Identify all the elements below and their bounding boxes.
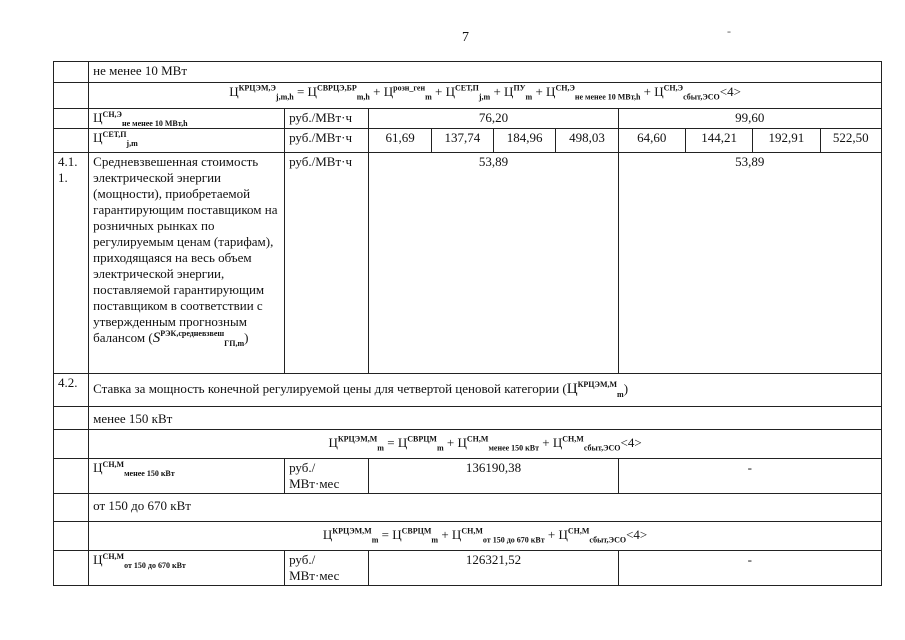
value-cell: - — [618, 459, 881, 494]
symbol-sn-e: $Ц^{СН,Э}_{не менее 10 МВт,h}$ — [89, 109, 285, 129]
row-number: 4.2. — [54, 374, 89, 407]
formula-krcem-m-670: $Ц^{КРЦЭМ,М}_m = Ц^{СВРЦМ}_m + Ц^{СН,М}_{от 150 до 670 кВт} + Ц^{СН,М}_{сбыт,ЭСО}<4>$ — [89, 522, 882, 551]
value-cell: 53,89 — [618, 153, 881, 374]
table-row — [54, 551, 882, 586]
table-row — [54, 430, 882, 459]
value-cell: 61,69 — [369, 129, 431, 153]
row-number: 4.1. 1. — [54, 153, 89, 374]
description-cell: Средневзвешенная стоимость электрической энергии (мощности), приобретаемой гарантирующим поставщиком на розничных рынках по регулируемым ценам (тарифам), приходящаяся на весь объем электрической энергии, поставляемой гарантирующим поставщиком в соответствии с утвержденным прогнозным балансом $(S^{РЭК,средневзвеш}_{ГП,m})$ — [89, 153, 285, 374]
value-cell: 498,03 — [556, 129, 618, 153]
table-row — [54, 522, 882, 551]
value-cell: 144,21 — [685, 129, 752, 153]
table-row — [54, 62, 882, 83]
symbol-sn-m-150: $Ц^{СН,М}_{менее 150 кВт}$ — [89, 459, 285, 494]
value-cell: 137,74 — [431, 129, 493, 153]
symbol-sn-m-670: $Ц^{СН,М}_{от 150 до 670 кВт}$ — [89, 551, 285, 586]
unit-cell: руб./МВт·ч — [285, 109, 369, 129]
tariff-table — [53, 61, 882, 586]
section-label-150: менее 150 кВт — [89, 407, 882, 430]
symbol-set-p: $Ц^{СЕТ,П}_{j,m}$ — [89, 129, 285, 153]
table-row — [54, 153, 882, 374]
value-cell: 99,60 — [618, 109, 881, 129]
table-row — [54, 459, 882, 494]
section-label-150-670: от 150 до 670 кВт — [89, 494, 882, 522]
unit-cell: руб./ МВт·мес — [285, 551, 369, 586]
unit-cell: руб./ МВт·мес — [285, 459, 369, 494]
value-cell: 192,91 — [753, 129, 820, 153]
table-row — [54, 407, 882, 430]
page-mark: - — [727, 24, 731, 38]
table-row — [54, 494, 882, 522]
table-row — [54, 109, 882, 129]
value-cell: 136190,38 — [369, 459, 618, 494]
unit-cell: руб./МВт·ч — [285, 129, 369, 153]
value-cell: 76,20 — [369, 109, 618, 129]
value-cell: 126321,52 — [369, 551, 618, 586]
unit-cell: руб./МВт·ч — [285, 153, 369, 374]
value-cell: 522,50 — [820, 129, 881, 153]
value-cell: 64,60 — [618, 129, 685, 153]
table-row — [54, 83, 882, 109]
formula-krcem-e: $Ц^{КРЦЭМ,Э}_{j,m,h} = Ц^{СВРЦЭ,БР}_{m,h} + Ц^{розн\_ген}_m + Ц^{СЕТ,П}_{j,m} + Ц^{ПУ}_m + Ц^{СН,Э}_{не менее 10 МВт,h} + Ц^{СН,Э}_{сбыт,ЭСО}<4>$ — [89, 83, 882, 109]
table-row — [54, 374, 882, 407]
section-label-10mw: не менее 10 МВт — [89, 62, 882, 83]
value-cell: 53,89 — [369, 153, 618, 374]
description-cell: Ставка за мощность конечной регулируемой цены для четвертой ценовой категории $(Ц^{КРЦЭМ,М}_m)$ — [89, 374, 882, 407]
formula-krcem-m-150: $Ц^{КРЦЭМ,М}_m = Ц^{СВРЦМ}_m + Ц^{СН,М}_{менее 150 кВт} + Ц^{СН,М}_{сбыт,ЭСО}<4>$ — [89, 430, 882, 459]
value-cell: - — [618, 551, 881, 586]
page-number: 7 — [462, 30, 469, 45]
table-row — [54, 129, 882, 153]
value-cell: 184,96 — [494, 129, 556, 153]
